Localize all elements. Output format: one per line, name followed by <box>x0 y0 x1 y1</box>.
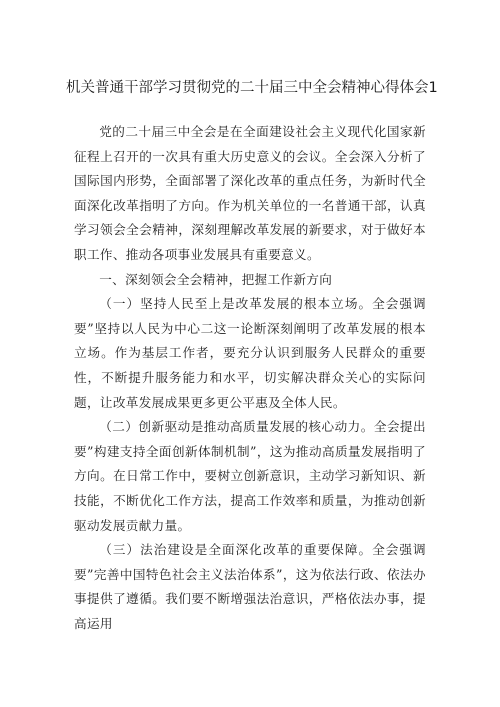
point-1-paragraph: （一）坚持人民至上是改革发展的根本立场。全会强调要”坚持以人民为中心二这一论断深刻阐明了改革发展的根本立场。作为基层工作者，要充分认识到服务人民群众的重要性，不断提升服务能力和水平，切实解决群众关心的实际问题，让改革发展成果更多更公平惠及全体人民。 <box>74 296 426 410</box>
point-2-paragraph: （二）创新驱动是推动高质量发展的核心动力。全会提出要”构建支持全面创新体制机制”，这为推动高质量发展指明了方向。在日常工作中，要树立创新意识，主动学习新知识、新技能，不断优化工作方法，提高工作效率和质量，为推动创新驱动发展贡献力量。 <box>74 419 426 533</box>
document-body <box>74 120 426 636</box>
section-heading: 一、深刻领会全会精神，把握工作新方向 <box>99 271 333 287</box>
intro-paragraph: 党的二十届三中全会是在全面建设社会主义现代化国家新征程上召开的一次具有重大历史意义的会议。全会深入分析了国际国内形势，全面部署了深化改革的重点任务，为新时代全面深化改革指明了方向。作为机关单位的一名普通干部，认真学习领会全会精神，深刻理解改革发展的新要求，对于做好本职工作、推动各项事业发展具有重要意义。 <box>74 124 426 262</box>
document-title: 机关普通干部学习贯彻党的二十届三中全会精神心得体会1 <box>66 80 438 96</box>
point-3-paragraph: （三）法治建设是全面深化改革的重要保障。全会强调要”完善中国特色社会主义法治体系”，这为依法行政、依法办事提供了遵循。我们要不断增强法治意识，严格依法办事，提高运用 <box>74 542 426 631</box>
